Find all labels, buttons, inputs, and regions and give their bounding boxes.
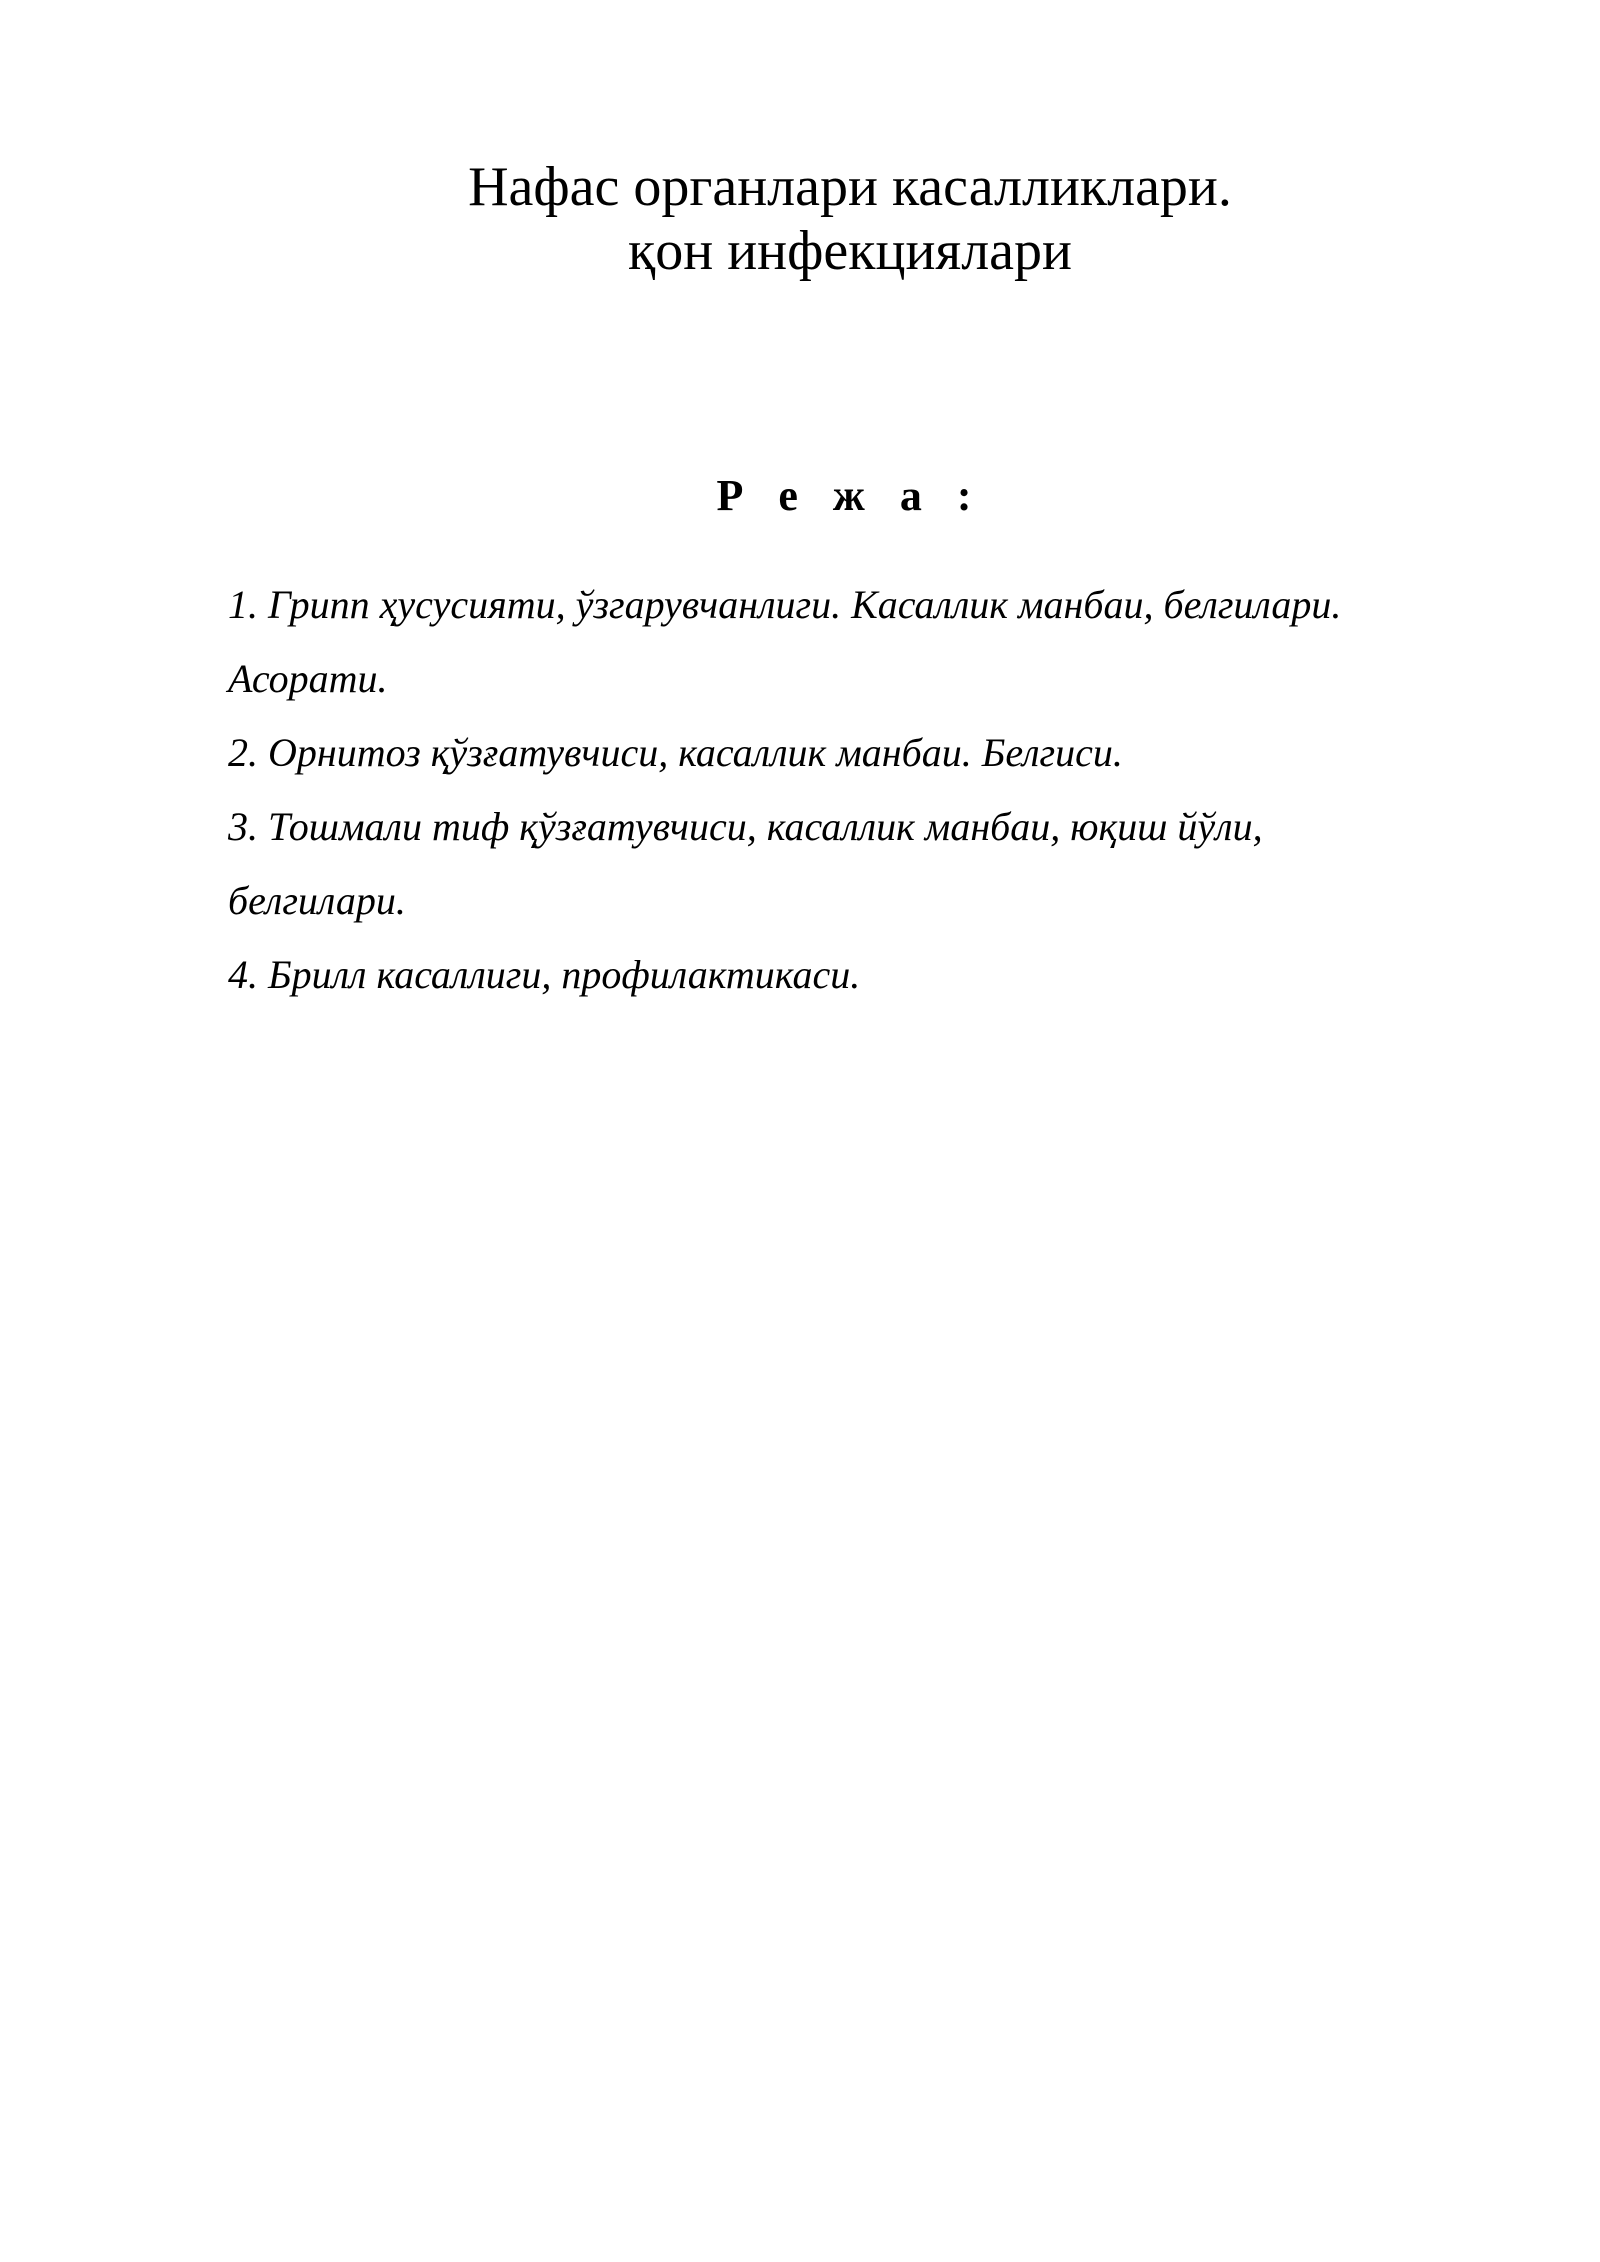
- plan-item-number: 1.: [228, 582, 258, 627]
- plan-item-4: [228, 938, 1448, 1012]
- plan-item-text: Орнитоз қўзғатувчиси, касаллик манбаи. Белгиси.: [268, 730, 1123, 775]
- plan-item-number: 2.: [228, 730, 258, 775]
- plan-item-number: 3.: [228, 804, 258, 849]
- plan-item-text: Брилл касаллиги, профилактикаси.: [268, 952, 861, 997]
- title-line-1: Нафас органлари касалликлари.: [468, 156, 1232, 218]
- plan-item-1-continuation: Асорати.: [228, 656, 388, 701]
- page-title: [350, 155, 1350, 283]
- plan-item-text: Тошмали тиф қўзғатувчиси, касаллик манбаи, юқиш йўли,: [268, 804, 1263, 849]
- title-line-2: қон инфекциялари: [628, 220, 1072, 282]
- plan-item-2: [228, 716, 1448, 790]
- plan-list: [228, 568, 1448, 1012]
- plan-item-text: Грипп ҳусусияти, ўзгарувчанлиги. Касаллик манбаи, белгилари.: [268, 582, 1342, 627]
- plan-item-3: [228, 790, 1448, 864]
- plan-heading: Р е ж а :: [716, 471, 984, 520]
- plan-item-3-continuation: белгилари.: [228, 878, 406, 923]
- plan-item-1: [228, 568, 1448, 642]
- plan-item-number: 4.: [228, 952, 258, 997]
